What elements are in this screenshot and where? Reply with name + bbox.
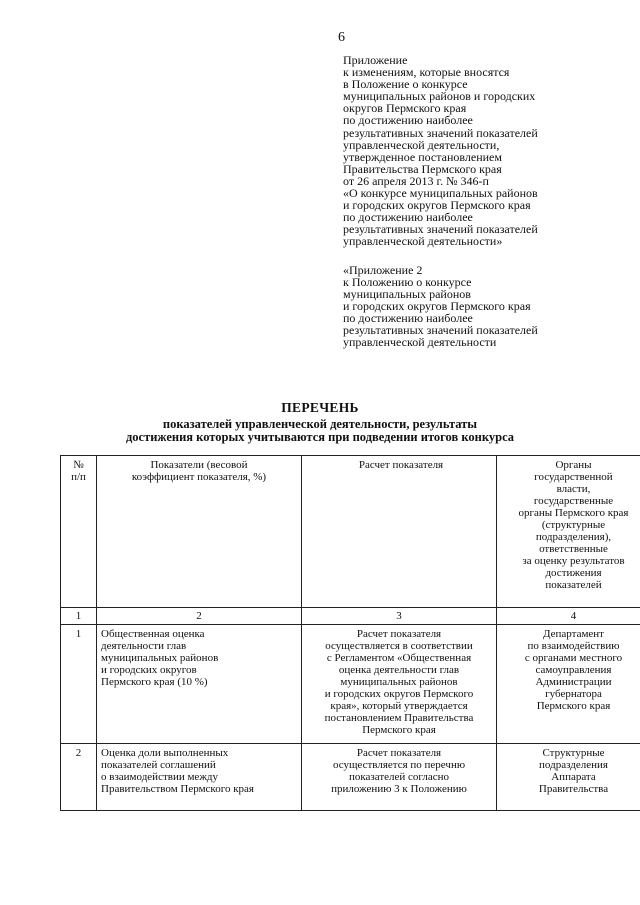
cell-text: приложению 3 к Положению <box>331 783 467 795</box>
cell-text: Администрации <box>535 676 612 688</box>
row-calculation <box>302 625 497 744</box>
cell-text: с Регламентом «Общественная <box>326 652 472 664</box>
header-indicator <box>97 456 302 608</box>
appendix2-line: и городских округов Пермского края <box>343 298 531 313</box>
header-text: Органы <box>555 459 592 471</box>
header-text: органы Пермского края <box>518 507 629 519</box>
header-organs <box>497 456 640 608</box>
header-text: достижения <box>545 567 602 579</box>
appendix2-line: по достижению наиболее <box>343 310 473 325</box>
appendix2-line: результативных значений показателей <box>343 322 538 337</box>
header-text: государственной <box>534 471 613 483</box>
cell-text: с органами местного <box>524 652 623 664</box>
table-header-row <box>61 456 640 608</box>
cell-text: края», который утверждается <box>330 700 468 712</box>
cell-text: оценка деятельности глав <box>338 664 460 676</box>
appendix-line: по достижению наиболее <box>343 210 473 225</box>
row-num: 1 <box>61 625 97 744</box>
column-index: 2 <box>97 608 302 625</box>
cell-text: деятельности глав <box>101 640 187 652</box>
appendix-line: управленческой деятельности» <box>343 234 503 249</box>
header-text: Расчет показателя <box>358 459 444 471</box>
subtitle-line: достижения которых учитываются при подведении итогов конкурса <box>125 430 515 444</box>
column-index: 1 <box>61 608 97 625</box>
appendix2-line: муниципальных районов <box>343 286 471 301</box>
cell-text: Пермского края <box>362 724 436 736</box>
header-text: власти, <box>556 483 591 495</box>
cell-text: Структурные <box>542 747 605 759</box>
cell-text: Пермского края <box>536 700 611 712</box>
header-text: № <box>73 459 84 471</box>
appendix-line: «О конкурсе муниципальных районов <box>343 186 538 201</box>
document-subtitle <box>100 418 540 444</box>
header-num <box>61 456 97 608</box>
row-indicator <box>97 625 302 744</box>
header-calculation <box>302 456 497 608</box>
cell-text: показателей согласно <box>348 771 450 783</box>
appendix-line: результативных значений показателей <box>343 125 538 140</box>
cell-text: Расчет показателя <box>356 628 442 640</box>
cell-text: Аппарата <box>551 771 596 783</box>
column-index: 4 <box>497 608 640 625</box>
header-text: государственные <box>533 495 614 507</box>
header-text: ответственные <box>539 543 608 555</box>
appendix2-line: к Положению о конкурсе <box>343 274 472 289</box>
cell-text: осуществляется в соответствии <box>325 640 473 652</box>
row-indicator <box>97 744 302 811</box>
cell-text: Правительством Пермского края <box>101 783 254 795</box>
cell-text: Расчет показателя <box>356 747 442 759</box>
appendix2-line: управленческой деятельности <box>343 335 497 350</box>
appendix-line: муниципальных районов и городских <box>343 89 536 104</box>
indicators-table <box>60 455 640 811</box>
appendix-line: и городских округов Пермского края <box>343 198 531 213</box>
header-text: коэффициент показателя, %) <box>131 471 267 483</box>
cell-text: муниципальных районов <box>340 676 458 688</box>
cell-text: и городских округов <box>101 664 197 676</box>
header-text: п/п <box>71 471 86 483</box>
cell-text: Общественная оценка <box>101 628 205 640</box>
row-num: 2 <box>61 744 97 811</box>
row-organs <box>497 744 640 811</box>
subtitle-line: показателей управленческой деятельности, результаты <box>162 417 478 431</box>
row-calculation <box>302 744 497 811</box>
appendix-line: округов Пермского края <box>343 101 467 116</box>
page-number: 6 <box>338 30 345 45</box>
cell-text: самоуправления <box>535 664 612 676</box>
header-text: подразделения), <box>535 531 612 543</box>
cell-text: осуществляется по перечню <box>332 759 466 771</box>
cell-text: губернатора <box>545 688 602 700</box>
document-title: ПЕРЕЧЕНЬ <box>281 400 359 415</box>
header-text: за оценку результатов <box>522 555 625 567</box>
appendix-line: утвержденное постановлением <box>343 149 502 164</box>
cell-text: постановлением Правительства <box>324 712 474 724</box>
header-text: (структурные <box>541 519 606 531</box>
column-index: 3 <box>302 608 497 625</box>
header-text: Показатели (весовой <box>150 459 248 471</box>
cell-text: Оценка доли выполненных <box>101 747 229 759</box>
appendix-line: к изменениям, которые вносятся <box>343 65 510 80</box>
table-row <box>61 744 640 811</box>
appendix-line: по достижению наиболее <box>343 113 473 128</box>
cell-text: Правительства <box>538 783 609 795</box>
row-organs <box>497 625 640 744</box>
column-index-row <box>61 608 640 625</box>
appendix-header <box>343 54 633 348</box>
appendix-line: от 26 апреля 2013 г. № 346-п <box>343 173 489 188</box>
header-text: показателей <box>545 579 602 591</box>
cell-text: показателей соглашений <box>101 759 216 771</box>
table-row <box>61 625 640 744</box>
cell-text: о взаимодействии между <box>101 771 219 783</box>
appendix-line: Приложение <box>343 53 408 67</box>
cell-text: Департамент <box>542 628 604 640</box>
appendix-line: управленческой деятельности, <box>343 137 500 152</box>
appendix-line: Правительства Пермского края <box>343 161 502 176</box>
cell-text: Пермского края (10 %) <box>101 676 208 688</box>
appendix2-line: «Приложение 2 <box>343 262 423 277</box>
cell-text: и городских округов Пермского <box>324 688 474 700</box>
cell-text: муниципальных районов <box>101 652 219 664</box>
cell-text: по взаимодействию <box>527 640 620 652</box>
appendix-line: результативных значений показателей <box>343 222 538 237</box>
cell-text: подразделения <box>539 759 608 771</box>
appendix-line: в Положение о конкурсе <box>343 77 468 92</box>
